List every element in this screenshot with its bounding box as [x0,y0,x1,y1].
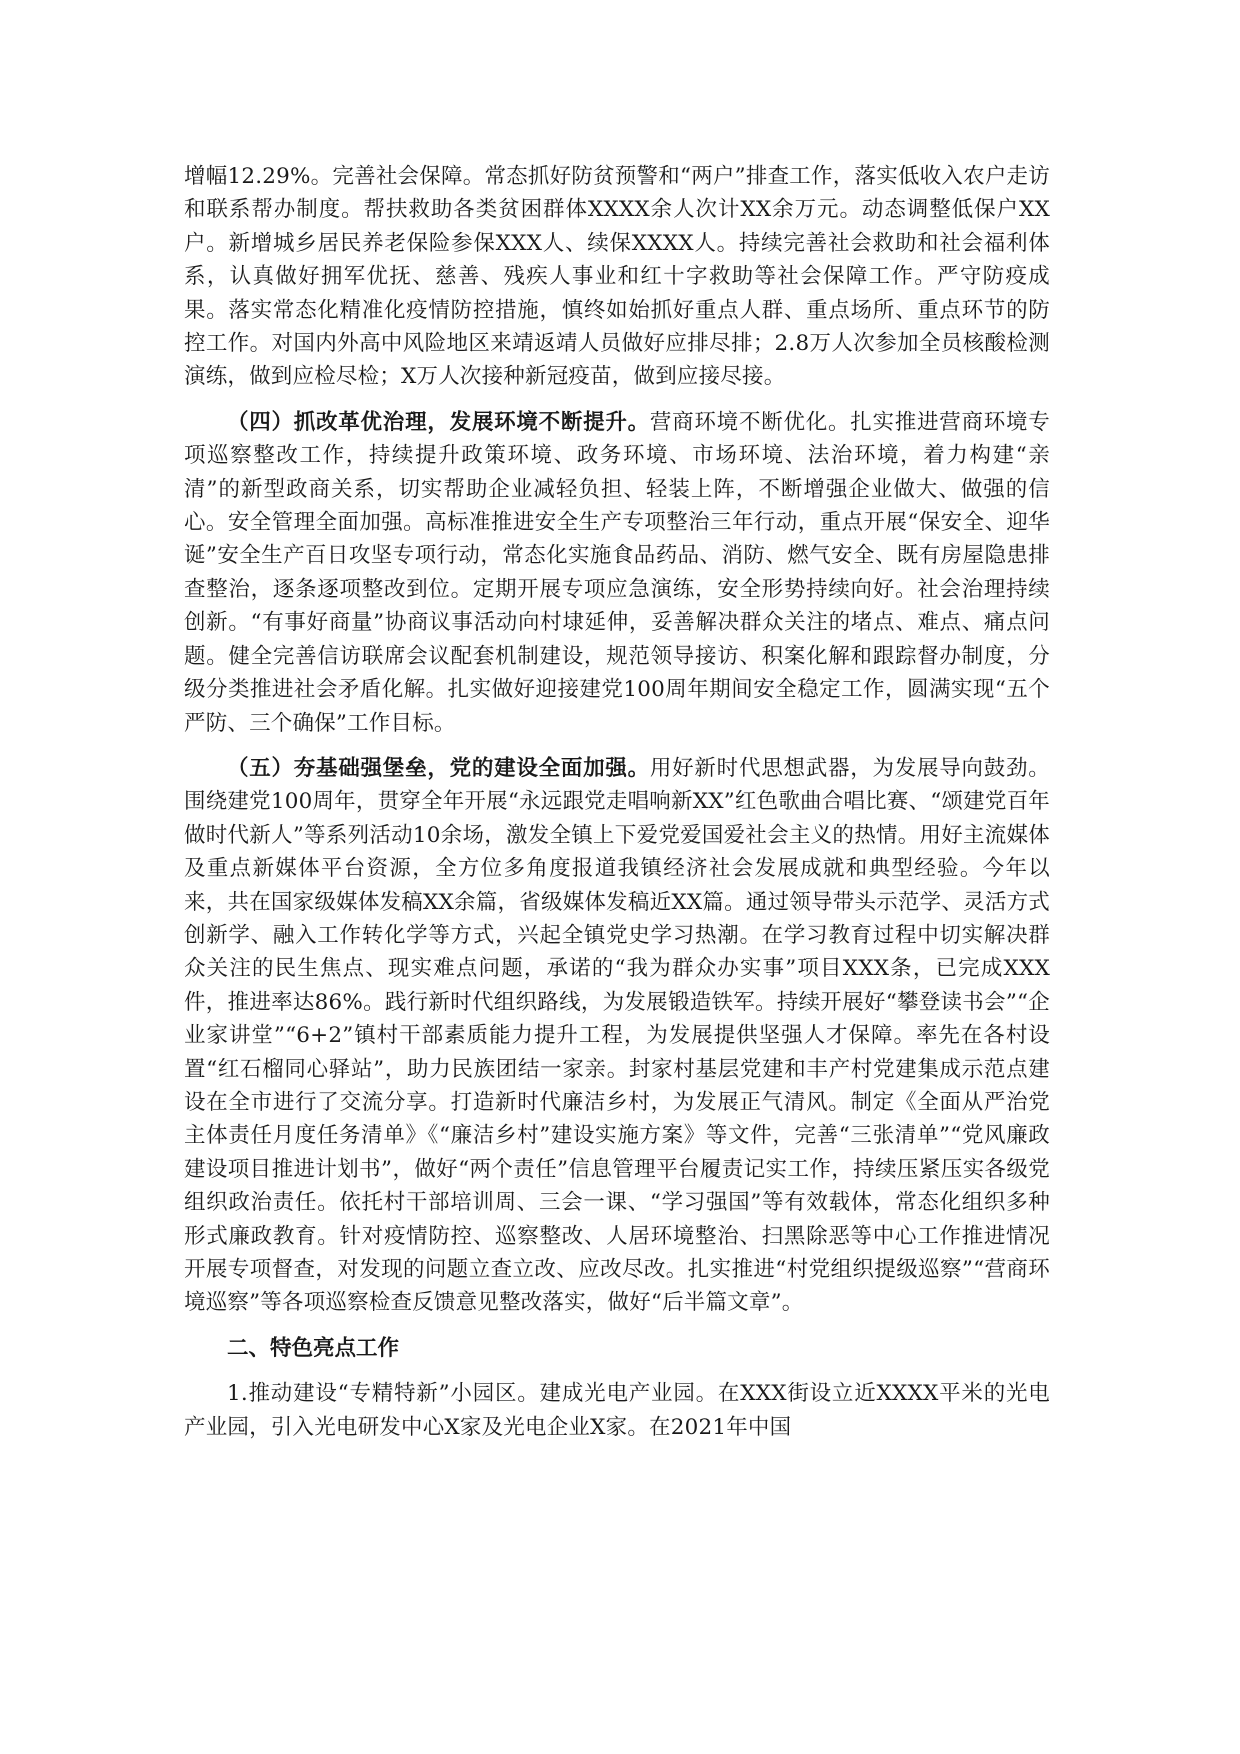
paragraph-reform-governance [184,406,1050,740]
paragraph-lead: （五）夯基础强堡垒，党的建设全面加强。 [227,755,650,781]
section-heading: 二、特色亮点工作 [227,1335,400,1361]
paragraph-text: 用好新时代思想武器，为发展导向鼓劲。围绕建党100周年，贯穿全年开展“永远跟党走唱响新XX”红色歌曲合唱比赛、“颂建党百年做时代新人”等系列活动10余场，激发全镇上下爱党爱国爱社会主义的热情。用好主流媒体及重点新媒体平台资源，全方位多角度报道我镇经济社会发展成就和典型经验。今年以来，共在国家级媒体发稿XX余篇，省级媒体发稿近XX篇。通过领导带头示范学、灵活方式创新学、融入工作转化学等方式，兴起全镇党史学习热潮。在学习教育过程中切实解决群众关注的民生焦点、现实难点问题，承诺的“我为群众办实事”项目XXX条，已完成XXX件，推进率达86%。践行新时代组织路线，为发展锻造铁军。持续开展好“攀登读书会”“企业家讲堂”“6+2”镇村干部素质能力提升工程，为发展提供坚强人才保障。率先在各村设置“红石榴同心驿站”，助力民族团结一家亲。封家村基层党建和丰产村党建集成示范点建设在全市进行了交流分享。打造新时代廉洁乡村，为发展正气清风。制定《全面从严治党主体责任月度任务清单》《“廉洁乡村”建设实施方案》等文件，完善“三张清单”“党风廉政建设项目推进计划书”，做好“两个责任”信息管理平台履责记实工作，持续压紧压实各级党组织政治责任。依托村干部培训周、三会一课、“学习强国”等有效载体，常态化组织多种形式廉政教育。针对疫情防控、巡察整改、人居环境整治、扫黑除恶等中心工作推进情况开展专项督查，对发现的问题立查立改、应改尽改。扎实推进“村党组织提级巡察”“营商环境巡察”等各项巡察检查反馈意见整改落实，做好“后半篇文章”。 [184,755,1050,1316]
paragraph-industrial-park [184,1377,1050,1444]
paragraph-party-building [184,752,1050,1320]
paragraph-social-security [184,160,1050,394]
paragraph-text: 营商环境不断优化。扎实推进营商环境专项巡察整改工作，持续提升政策环境、政务环境、市场环境、法治环境，着力构建“亲清”的新型政商关系，切实帮助企业减轻负担、轻装上阵，不断增强企业做大、做强的信心。安全管理全面加强。高标准推进安全生产专项整治三年行动，重点开展“保安全、迎华诞”安全生产百日攻坚专项行动，常态化实施食品药品、消防、燃气安全、既有房屋隐患排查整治，逐条逐项整改到位。定期开展专项应急演练，安全形势持续向好。社会治理持续创新。“有事好商量”协商议事活动向村埭延伸，妥善解决群众关注的堵点、难点、痛点问题。健全完善信访联席会议配套机制建设，规范领导接访、积案化解和跟踪督办制度，分级分类推进社会矛盾化解。扎实做好迎接建党100周年期间安全稳定工作，圆满实现“五个严防、三个确保”工作目标。 [184,409,1050,736]
paragraph-lead: （四）抓改革优治理，发展环境不断提升。 [227,409,650,435]
paragraph-text: 1.推动建设“专精特新”小园区。建成光电产业园。在XXX街设立近XXXX平米的光电产业园，引入光电研发中心X家及光电企业X家。在2021年中国 [184,1381,1050,1440]
paragraph-text: 增幅12.29%。完善社会保障。常态抓好防贫预警和“两户”排查工作，落实低收入农户走访和联系帮办制度。帮扶救助各类贫困群体XXXX余人次计XX余万元。动态调整低保户XX户。新增城乡居民养老保险参保XXX人、续保XXXX人。持续完善社会救助和社会福利体系，认真做好拥军优抚、慈善、残疾人事业和红十字救助等社会保障工作。严守防疫成果。落实常态化精准化疫情防控措施，慎终如始抓好重点人群、重点场所、重点环节的防控工作。对国内外高中风险地区来靖返靖人员做好应排尽排；2.8万人次参加全员核酸检测演练，做到应检尽检；X万人次接种新冠疫苗，做到应接尽接。 [184,164,1050,390]
document-page [184,160,1050,1444]
